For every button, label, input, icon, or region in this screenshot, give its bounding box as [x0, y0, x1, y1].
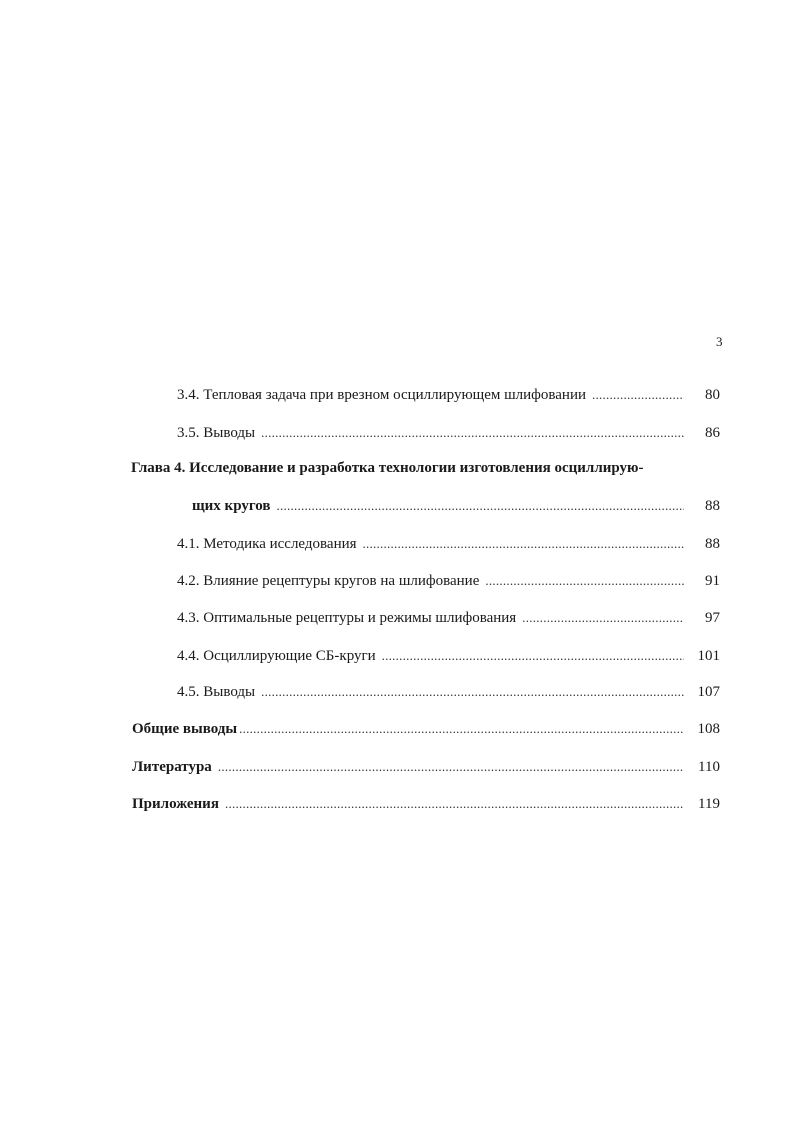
toc-entry-4-3[interactable]: [177, 609, 720, 627]
toc-entry-page: 110: [698, 759, 720, 775]
toc-entry-label: щих кругов: [192, 498, 271, 514]
toc-entry-label: Литература: [132, 759, 212, 775]
dot-leader: [261, 683, 684, 701]
toc-entry-page: 119: [698, 796, 720, 812]
dot-leader: [239, 720, 684, 738]
toc-entry-4-5[interactable]: [177, 683, 720, 701]
toc-entry-page: 97: [705, 610, 720, 626]
toc-entry-4-4[interactable]: [177, 647, 720, 665]
toc-entry-chapter-4[interactable]: [192, 497, 720, 515]
toc-entry-label: Приложения: [132, 796, 219, 812]
toc-entry-page: 88: [705, 498, 720, 514]
toc-entry-label: 3.5. Выводы: [177, 425, 256, 441]
toc-entry-label: Общие выводы: [132, 721, 238, 737]
toc-entry-page: 80: [705, 387, 720, 403]
toc-entry-label: 4.4. Осциллирующие СБ-круги: [177, 648, 376, 664]
toc-entry-label: 4.2. Влияние рецептуры кругов на шлифование: [177, 573, 480, 589]
toc-entry-appendices[interactable]: [132, 795, 720, 813]
toc-entry-4-1[interactable]: [177, 535, 720, 553]
toc-entry-page: 91: [705, 573, 720, 589]
toc-entry-label: 3.4. Тепловая задача при врезном осциллирующем шлифовании: [177, 387, 587, 403]
toc-entry-page: 107: [697, 684, 720, 700]
toc-entry-3-4[interactable]: [177, 386, 720, 404]
dot-leader: [382, 647, 684, 665]
dot-leader: [277, 497, 684, 515]
dot-leader: [218, 758, 684, 776]
toc-entry-general-conclusions[interactable]: [132, 720, 720, 738]
toc-entry-4-2[interactable]: [177, 572, 720, 590]
toc-entry-label: 4.1. Методика исследования: [177, 536, 357, 552]
toc-entry-label: 4.5. Выводы: [177, 684, 256, 700]
toc-entry-page: 86: [705, 425, 720, 441]
page-number: 3: [716, 334, 723, 349]
toc-entry-literature[interactable]: [132, 758, 720, 776]
toc-entry-page: 101: [697, 648, 720, 664]
toc-chapter-4-title[interactable]: Глава 4. Исследование и разработка технологии изготовления осциллирую-: [131, 460, 644, 476]
dot-leader: [592, 386, 684, 404]
dot-leader: [485, 572, 684, 590]
dot-leader: [225, 795, 684, 813]
dot-leader: [522, 609, 684, 627]
dot-leader: [261, 424, 684, 442]
toc-entry-page: 88: [705, 536, 720, 552]
toc-entry-3-5[interactable]: [177, 424, 720, 442]
toc-entry-label: 4.3. Оптимальные рецептуры и режимы шлифования: [177, 610, 517, 626]
toc-entry-page: 108: [697, 721, 720, 737]
dot-leader: [363, 535, 684, 553]
